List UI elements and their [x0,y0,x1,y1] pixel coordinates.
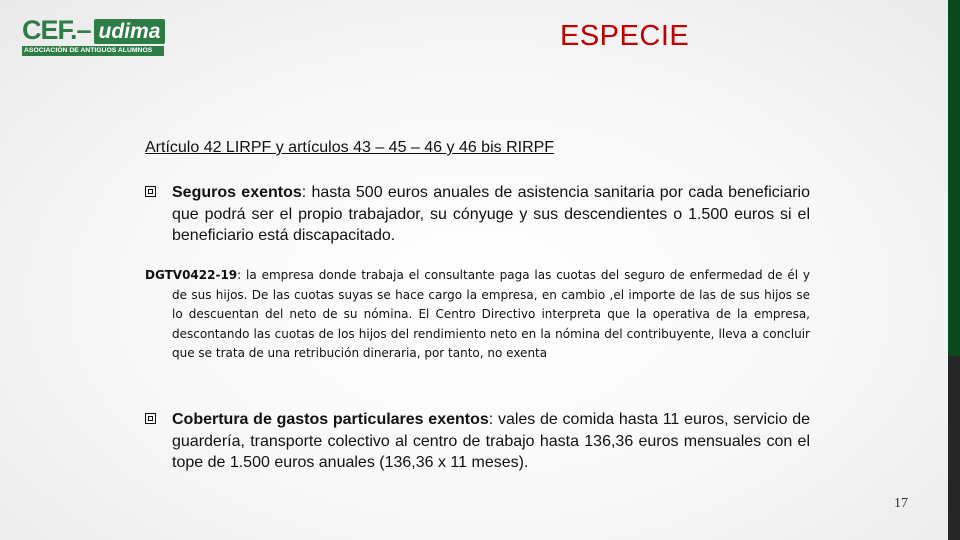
bullet-heading: Cobertura de gastos particulares exentos [172,411,489,428]
cef-udima-logo [22,16,164,56]
checkbox-bullet-icon [145,186,156,197]
bullet-body: : hasta 500 euros anuales de asistencia sanitaria por cada beneficiario que podrá ser el propio trabajador, su cónyuge y sus descendientes o 1.500 euros si el beneficiario está discapacitado. [172,184,810,244]
bullet-gastos-particulares [145,409,810,474]
bullet-heading: Seguros exentos [172,184,302,201]
edge-bar-green [948,0,960,356]
logo-cef-text: CEF.– [22,15,91,45]
page-number: 17 [894,496,908,511]
ruling-body: : la empresa donde trabaja el consultante paga las cuotas del seguro de enfermedad de él y de sus hijos. De las cuotas suyas se hace cargo la empresa, en cambio ,el importe de las de sus hijos se lo descuentan del neto de su nómina. El Centro Directivo interpreta que la operativa de la empresa, descontando las cuotas de los hijos del rendimiento neto en la nómina del contribuyente, lleva a concluir que se trata de una retribución dineraria, por tanto, no exenta [172,268,810,360]
logo-udima-text: udima [94,19,166,44]
logo-wordmark [22,16,164,44]
right-edge-bar [948,0,960,540]
bullet-text [145,409,810,474]
ruling-reference: DGTV0422-19 [145,268,238,282]
legal-reference-subtitle: Artículo 42 LIRPF y artículos 43 – 45 – 46 y 46 bis RIRPF [145,139,555,156]
checkbox-bullet-icon [145,413,156,424]
bullet-seguros-exentos [145,182,810,247]
dgt-ruling-paragraph [145,266,810,364]
ruling-text [145,266,810,364]
edge-bar-dark [948,356,960,540]
bullet-body: : vales de comida hasta 11 euros, servicio de guardería, transporte colectivo al centro de trabajo hasta 136,36 euros mensuales con el tope de 1.500 euros anuales (136,36 x 11 meses). [172,411,811,471]
logo-association-text: ASOCIACIÓN DE ANTIGUOS ALUMNOS [22,46,164,56]
bullet-text [145,182,810,247]
slide-title: ESPECIE [560,20,690,52]
